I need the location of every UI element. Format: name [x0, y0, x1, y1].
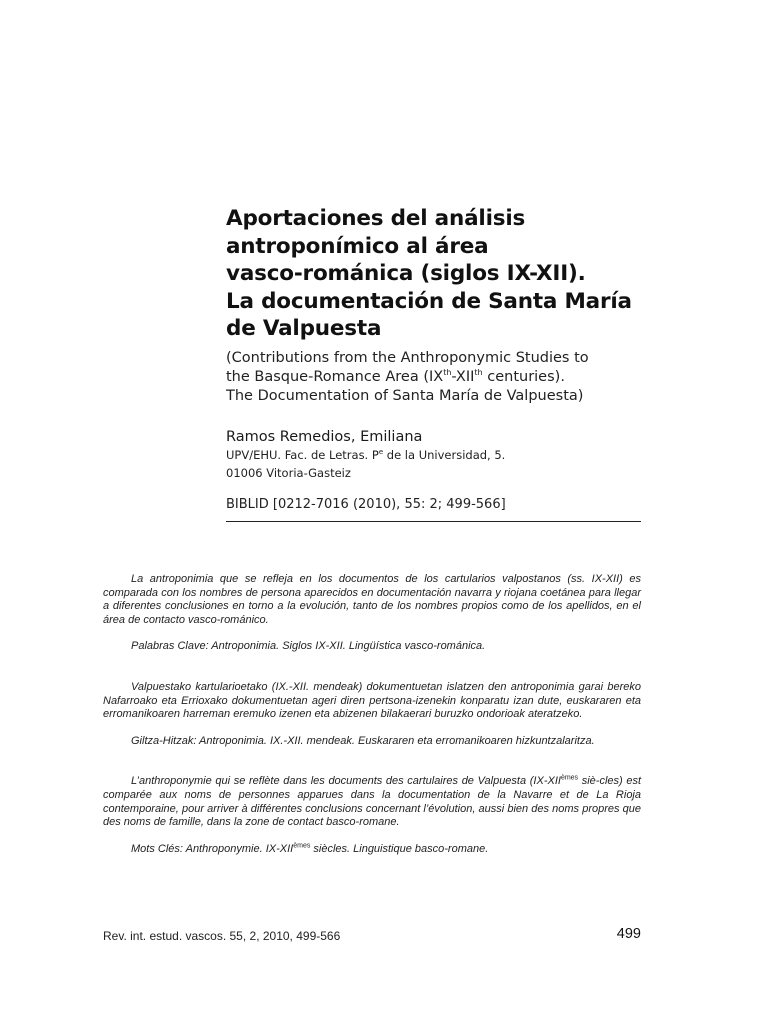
affiliation-line: 01006 Vitoria-Gasteiz	[226, 465, 351, 480]
abstract-french: L’anthroponymie qui se reflète dans les documents des cartulaires de Valpuesta (IX-XIIèmes siè-cles) est comparée aux noms de personnes apparues dans la documentation de la Navarre et de La Rioja contemporaine, pour arriver à différentes conclusions concernant l’évolution, aussi bien des noms propres que des noms de famille, dans la zone de contact basco-romane.	[103, 774, 641, 829]
abstracts-section	[103, 573, 641, 856]
subtitle-line: The Documentation of Santa María de Valpuesta)	[226, 387, 584, 404]
english-subtitle	[226, 349, 641, 406]
subtitle-line: the Basque-Romance Area (IXth-XIIth centuries).	[226, 367, 565, 385]
abstract-spanish: La antroponimia que se refleja en los documentos de los cartularios valpostanos (ss. IX-XII) es comparada con los nombres de persona aparecidos en documentación navarra y riojana coetánea para llegar a diferentes conclusiones en torno a la evolución, tanto de los nombres propios como de los apellidos, en el área de contacto vasco-románico.	[103, 573, 641, 626]
page-footer	[103, 926, 641, 946]
title-line: Aportaciones del análisis	[226, 206, 526, 231]
keywords-spanish: Palabras Clave: Antroponimia. Siglos IX-XII. Lingüística vasco-románica.	[131, 640, 486, 653]
keywords-french: Mots Clés: Anthroponymie. IX-XIIèmes siècles. Linguistique basco-romane.	[131, 842, 489, 855]
title-line: La documentación de Santa María	[226, 288, 632, 314]
article-header	[226, 205, 641, 522]
header-divider	[226, 521, 641, 522]
abstract-basque: Valpuestako kartularioetako (IX.-XII. mendeak) dokumentuetan islatzen den antroponimia garai bereko Nafarroako eta Errioxako dokumentuetan ageri diren pertsona-izenekin konparatu izan dute, euskararen eta erromanikoaren harreman eremuko izenen eta abizenen bilakaerari buruzko ondorioak ateratzeko.	[103, 680, 641, 721]
author-affiliation	[226, 446, 641, 482]
author-name: Ramos Remedios, Emiliana	[226, 428, 423, 445]
title-line: de Valpuesta	[226, 316, 382, 341]
article-title	[226, 205, 641, 343]
title-line: antroponímico al área	[226, 233, 489, 259]
subtitle-line: (Contributions from the Anthroponymic Studies to	[226, 349, 589, 366]
keywords-basque: Giltza-Hitzak: Antroponimia. IX.-XII. mendeak. Euskararen eta erromanikoaren hizkuntzalaritza.	[131, 734, 595, 747]
journal-reference: Rev. int. estud. vascos. 55, 2, 2010, 499-566	[103, 929, 341, 943]
page-number: 499	[616, 926, 641, 942]
title-line: vasco-románica (siglos IX-XII).	[226, 261, 586, 286]
affiliation-line: UPV/EHU. Fac. de Letras. $P^e$ de la Universidad, 5.	[226, 447, 506, 462]
biblid-reference: BIBLID [0212-7016 (2010), 55: 2; 499-566]	[226, 496, 506, 512]
